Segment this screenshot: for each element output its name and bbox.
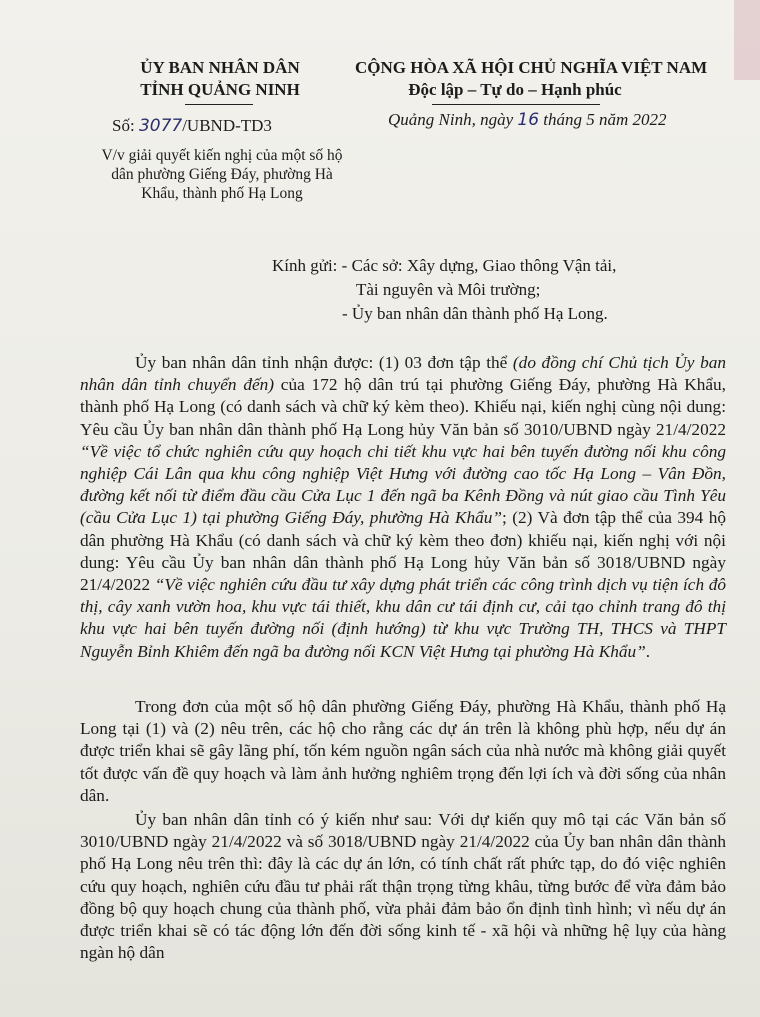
recipient-2: Tài nguyên và Môi trường; xyxy=(356,280,541,299)
subject-line1: V/v giải quyết kiến nghị của một số hộ xyxy=(101,147,343,164)
body-paragraph-1 xyxy=(80,352,726,663)
page-edge xyxy=(734,0,760,80)
recipient-3: - Ủy ban nhân dân thành phố Hạ Long. xyxy=(342,304,608,323)
number-handwritten: 3077 xyxy=(138,116,183,136)
recipient-line1 xyxy=(272,256,616,276)
subject-line3: Khẩu, thành phố Hạ Long xyxy=(141,185,303,202)
p1-text-e: ; (2) Và đơn tập thể của 394 hộ dân phường Hà Khẩu (có danh sách và chữ ký kèm theo đơn) khiếu nại, kiến nghị với nội dung: Yêu cầu Ủy ban nhân dân thành phố Hạ Long hủy Văn bản số 3018/UBND ngày 21/4/2022 xyxy=(80,508,726,595)
date-suffix: tháng 5 năm 2022 xyxy=(539,110,667,129)
country-motto: Độc lập – Tự do – Hạnh phúc xyxy=(408,80,622,99)
recipient-label: Kính gửi: xyxy=(272,256,342,275)
recipient-1: - Các sở: Xây dựng, Giao thông Vận tải, xyxy=(341,256,617,275)
country-name: CỘNG HÒA XÃ HỘI CHỦ NGHĨA VIỆT NAM xyxy=(355,58,708,77)
p1-text-g: . xyxy=(645,641,651,661)
number-prefix: Số: xyxy=(112,116,139,135)
number-suffix: /UBND-TD3 xyxy=(182,116,272,135)
motto-underline xyxy=(432,104,600,105)
issue-date xyxy=(388,110,667,130)
p1-text-a: Ủy ban nhân dân tỉnh nhận được: (1) 03 đơn tập thể xyxy=(135,353,513,372)
p1-italic-d: “Về việc tổ chức nghiên cứu quy hoạch chi tiết khu vực hai bên tuyến đường nối khu công nghiệp Cái Lân qua khu công nghiệp Việt Hưng với đường cao tốc Hạ Long – Vân Đồn, đường kết nối từ điểm đầu cầu Cửa Lục 1 đến ngã ba Kênh Đồng và nút giao cầu Tình Yêu (cầu Cửa Lục 1) tại phường Giếng Đáy, phường Hà Khẩu” xyxy=(80,441,726,528)
subject-line2: dân phường Giếng Đáy, phường Hà xyxy=(111,166,333,183)
document-number xyxy=(112,116,272,136)
p1-italic-b: (do đồng chí Chủ tịch Ủy ban nhân dân tỉnh chuyển đến) xyxy=(80,353,726,395)
org-name-line1: ỦY BAN NHÂN DÂN xyxy=(140,58,300,77)
body-paragraph-2: Trong đơn của một số hộ dân phường Giếng Đáy, phường Hà Khẩu, thành phố Hạ Long tại (1) và (2) nêu trên, các hộ cho rằng các dự án trên là không phù hợp, nếu dự án được triển khai sẽ gây lãng phí, tốn kém nguồn ngân sách của nhà nước mà không giải quyết tốt được vấn đề quy hoạch và làm ảnh hưởng nghiêm trọng đến lợi ích và đời sống của nhân dân. xyxy=(80,697,726,805)
org-underline xyxy=(185,104,253,105)
p1-italic-f: “Về việc nghiên cứu đầu tư xây dựng phát triển các công trình dịch vụ tiện ích đô thị, cây xanh vườn hoa, khu vực tái thiết, khu dân cư tái định cư, cải tạo chỉnh trang đô thị khu vực hai bên tuyến đường nối (định hướng) từ khu vực Trường TH, THCS và THPT Nguyễn Bỉnh Khiêm đến ngã ba đường nối KCN Việt Hưng tại phường Hà Khẩu” xyxy=(80,575,726,661)
date-day-handwritten: 16 xyxy=(517,110,540,130)
date-prefix: Quảng Ninh, ngày xyxy=(388,110,518,129)
p1-text-c: của 172 hộ dân trú tại phường Giếng Đáy, phường Hà Khẩu, thành phố Hạ Long (có danh sách và chữ ký kèm theo). Khiếu nại, kiến nghị cùng nội dung: Yêu cầu Ủy ban nhân dân thành phố Hạ Long hủy Văn bản số 3010/UBND ngày 21/4/2022 xyxy=(80,375,726,439)
org-name-line2: TỈNH QUẢNG NINH xyxy=(140,80,300,99)
body-paragraph-3: Ủy ban nhân dân tỉnh có ý kiến như sau: Với dự kiến quy mô tại các Văn bản số 3010/UBND ngày 21/4/2022 và số 3018/UBND ngày 21/4/2022 của Ủy ban nhân dân thành phố Hạ Long nêu trên thì: đây là các dự án lớn, có tính chất rất phức tạp, do đó việc nghiên cứu quy hoạch, nghiên cứu đầu tư phải rất thận trọng từng khâu, từng bước để vừa đảm bảo đồng bộ quy hoạch chung của thành phố, vừa phải đảm bảo ổn định tình hình; vì nếu dự án được triển khai sẽ có tác động lớn đến đời sống kinh tế - xã hội và những hệ lụy của hàng ngàn hộ dân xyxy=(80,810,726,963)
